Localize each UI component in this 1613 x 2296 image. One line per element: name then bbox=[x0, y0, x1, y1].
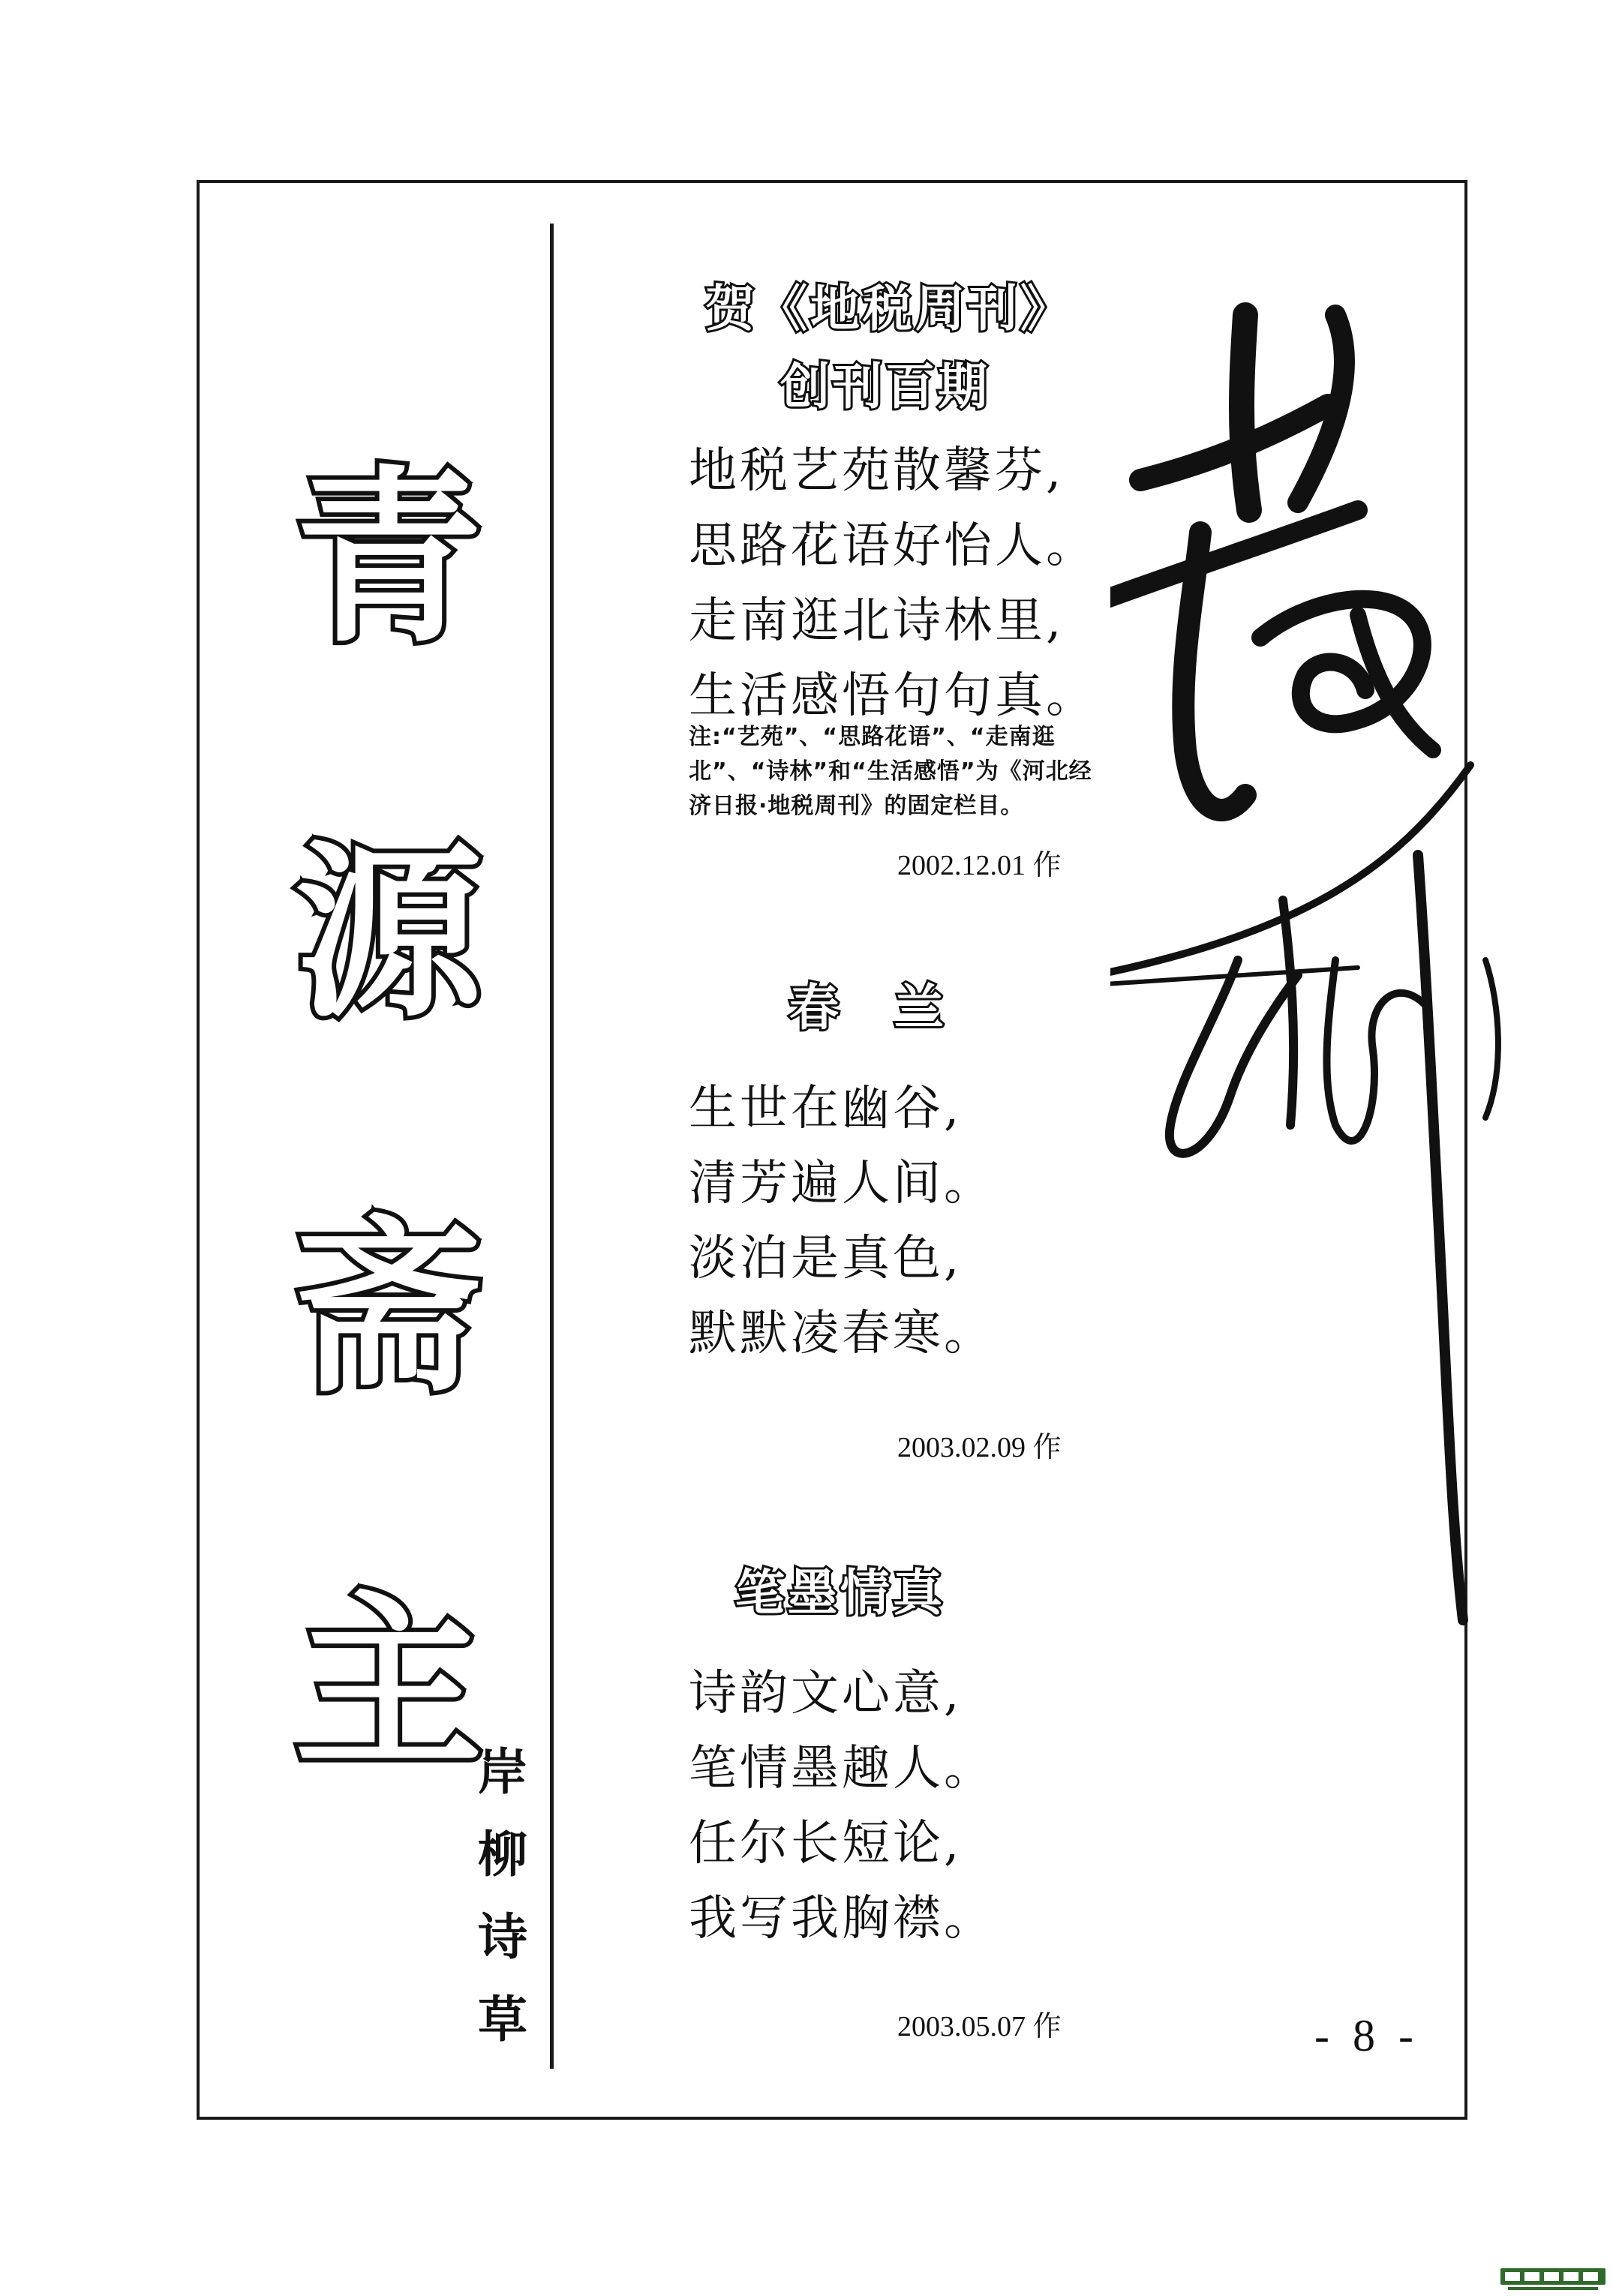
note-text: “艺苑”、“思路花语”、“走南逛北”、“诗林”和“生活感悟”为《河北经济日报·地税周刊》的固定栏目。 bbox=[689, 724, 1092, 819]
byline-char: 诗 bbox=[478, 1908, 527, 1966]
poem-3-title: 笔墨情真 bbox=[735, 1564, 945, 1622]
byline-char: 柳 bbox=[478, 1826, 527, 1883]
studio-name-char: 斋 bbox=[295, 1199, 482, 1418]
collection-byline-vertical bbox=[465, 1743, 540, 2078]
note-label: 注: bbox=[689, 724, 722, 750]
poem-2-verse bbox=[689, 1071, 995, 1371]
page-number: - 8 - bbox=[1314, 2011, 1419, 2060]
poem-line: 我写我胸襟。 bbox=[689, 1891, 995, 1946]
poem-line: 笔情墨趣人。 bbox=[689, 1741, 995, 1796]
byline-char: 草 bbox=[478, 1991, 527, 2048]
poem-line: 清芳遍人间。 bbox=[689, 1156, 995, 1211]
poem-line: 默默凌春寒。 bbox=[689, 1306, 995, 1361]
poem-line: 思路花语好怡人。 bbox=[689, 518, 1097, 574]
studio-name-char: 主 bbox=[295, 1574, 482, 1793]
poem-line: 生世在幽谷, bbox=[689, 1081, 963, 1136]
website-logo bbox=[1500, 2265, 1605, 2292]
studio-name-char: 源 bbox=[295, 824, 482, 1043]
byline-char: 岸 bbox=[478, 1743, 527, 1801]
poem-line: 生活感悟句句真。 bbox=[689, 668, 1097, 724]
studio-name-char: 青 bbox=[295, 449, 482, 668]
poem-3-verse bbox=[689, 1656, 995, 1956]
poem-1-date: 2002.12.01 作 bbox=[897, 850, 1062, 881]
column-divider bbox=[550, 224, 554, 2069]
poem-1-title-line1: 贺《地税周刊》 bbox=[705, 280, 1073, 338]
poem-line: 走南逛北诗林里, bbox=[689, 593, 1065, 649]
poem-1-verse bbox=[689, 434, 1097, 734]
studio-name-vertical bbox=[284, 449, 494, 1965]
poem-3-date: 2003.05.07 作 bbox=[897, 2011, 1062, 2042]
poem-2-title: 春 兰 bbox=[789, 979, 947, 1037]
calligraphy-signature bbox=[1110, 285, 1530, 1673]
poem-1-note bbox=[689, 720, 1109, 824]
poem-1-title-line2: 创刊百期 bbox=[780, 358, 990, 416]
poem-line: 任尔长短论, bbox=[689, 1816, 963, 1871]
poem-line: 地税艺苑散馨芬, bbox=[689, 443, 1065, 499]
poem-line: 诗韵文心意, bbox=[689, 1666, 963, 1721]
poem-2-date: 2003.02.09 作 bbox=[897, 1432, 1062, 1463]
poem-line: 淡泊是真色, bbox=[689, 1231, 963, 1286]
